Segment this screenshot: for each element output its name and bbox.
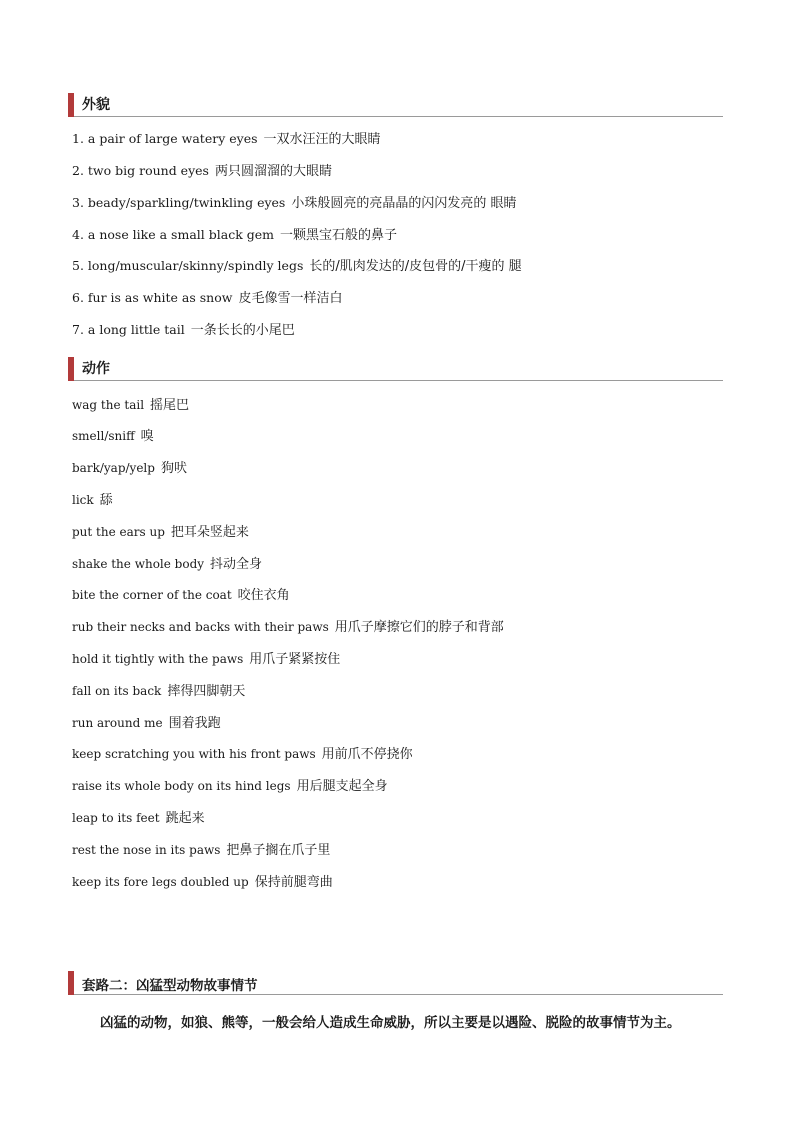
list-item: wag the tail 摇尾巴 — [72, 398, 190, 413]
list-item: 3. beady/sparkling/twinkling eyes 小珠般圆亮的亮晶晶的闪闪发亮的 眼睛 — [72, 195, 517, 211]
list-item: shake the whole body 抖动全身 — [72, 557, 263, 572]
list-item: 7. a long little tail 一条长长的小尾巴 — [72, 322, 295, 338]
list-item: lick 舔 — [72, 493, 113, 508]
list-item: raise its whole body on its hind legs 用后腿支起全身 — [72, 779, 388, 794]
section-title: 套路二：凶猛型动物故事情节 — [82, 978, 258, 994]
section-summary: 凶猛的动物，如狼、熊等，一般会给人造成生命威胁，所以主要是以遇险、脱险的故事情节为主。 — [100, 1015, 681, 1031]
list-item: 5. long/muscular/skinny/spindly legs 长的/肌肉发达的/皮包骨的/干瘦的 腿 — [72, 258, 522, 274]
list-item: smell/sniff 嗅 — [72, 429, 154, 444]
section-title: 动作 — [82, 361, 110, 377]
list-item: fall on its back 摔得四脚朝天 — [72, 684, 246, 699]
section-header-actions — [68, 357, 723, 381]
list-item: put the ears up 把耳朵竖起来 — [72, 525, 249, 540]
list-item: bite the corner of the coat 咬住衣角 — [72, 588, 290, 603]
list-item: rub their necks and backs with their paws 用爪子摩擦它们的脖子和背部 — [72, 620, 504, 635]
section-title: 外貌 — [82, 97, 110, 113]
list-item: 4. a nose like a small black gem 一颗黑宝石般的鼻子 — [72, 227, 398, 243]
list-item: bark/yap/yelp 狗吠 — [72, 461, 187, 476]
section-header-plot — [68, 971, 723, 995]
list-item: leap to its feet 跳起来 — [72, 811, 205, 826]
list-item: keep scratching you with his front paws 用前爪不停挠你 — [72, 747, 413, 762]
list-item: hold it tightly with the paws 用爪子紧紧按住 — [72, 652, 341, 667]
list-item: 6. fur is as white as snow 皮毛像雪一样洁白 — [72, 290, 343, 306]
list-item: keep its fore legs doubled up 保持前腿弯曲 — [72, 875, 333, 890]
section-marker — [68, 93, 74, 117]
list-item: 1. a pair of large watery eyes 一双水汪汪的大眼睛 — [72, 131, 381, 147]
section-header-appearance — [68, 93, 723, 117]
section-marker — [68, 357, 74, 381]
list-item: rest the nose in its paws 把鼻子搁在爪子里 — [72, 843, 331, 858]
section-marker — [68, 971, 74, 995]
list-item: run around me 围着我跑 — [72, 716, 221, 731]
list-item: 2. two big round eyes 两只圆溜溜的大眼睛 — [72, 163, 332, 179]
